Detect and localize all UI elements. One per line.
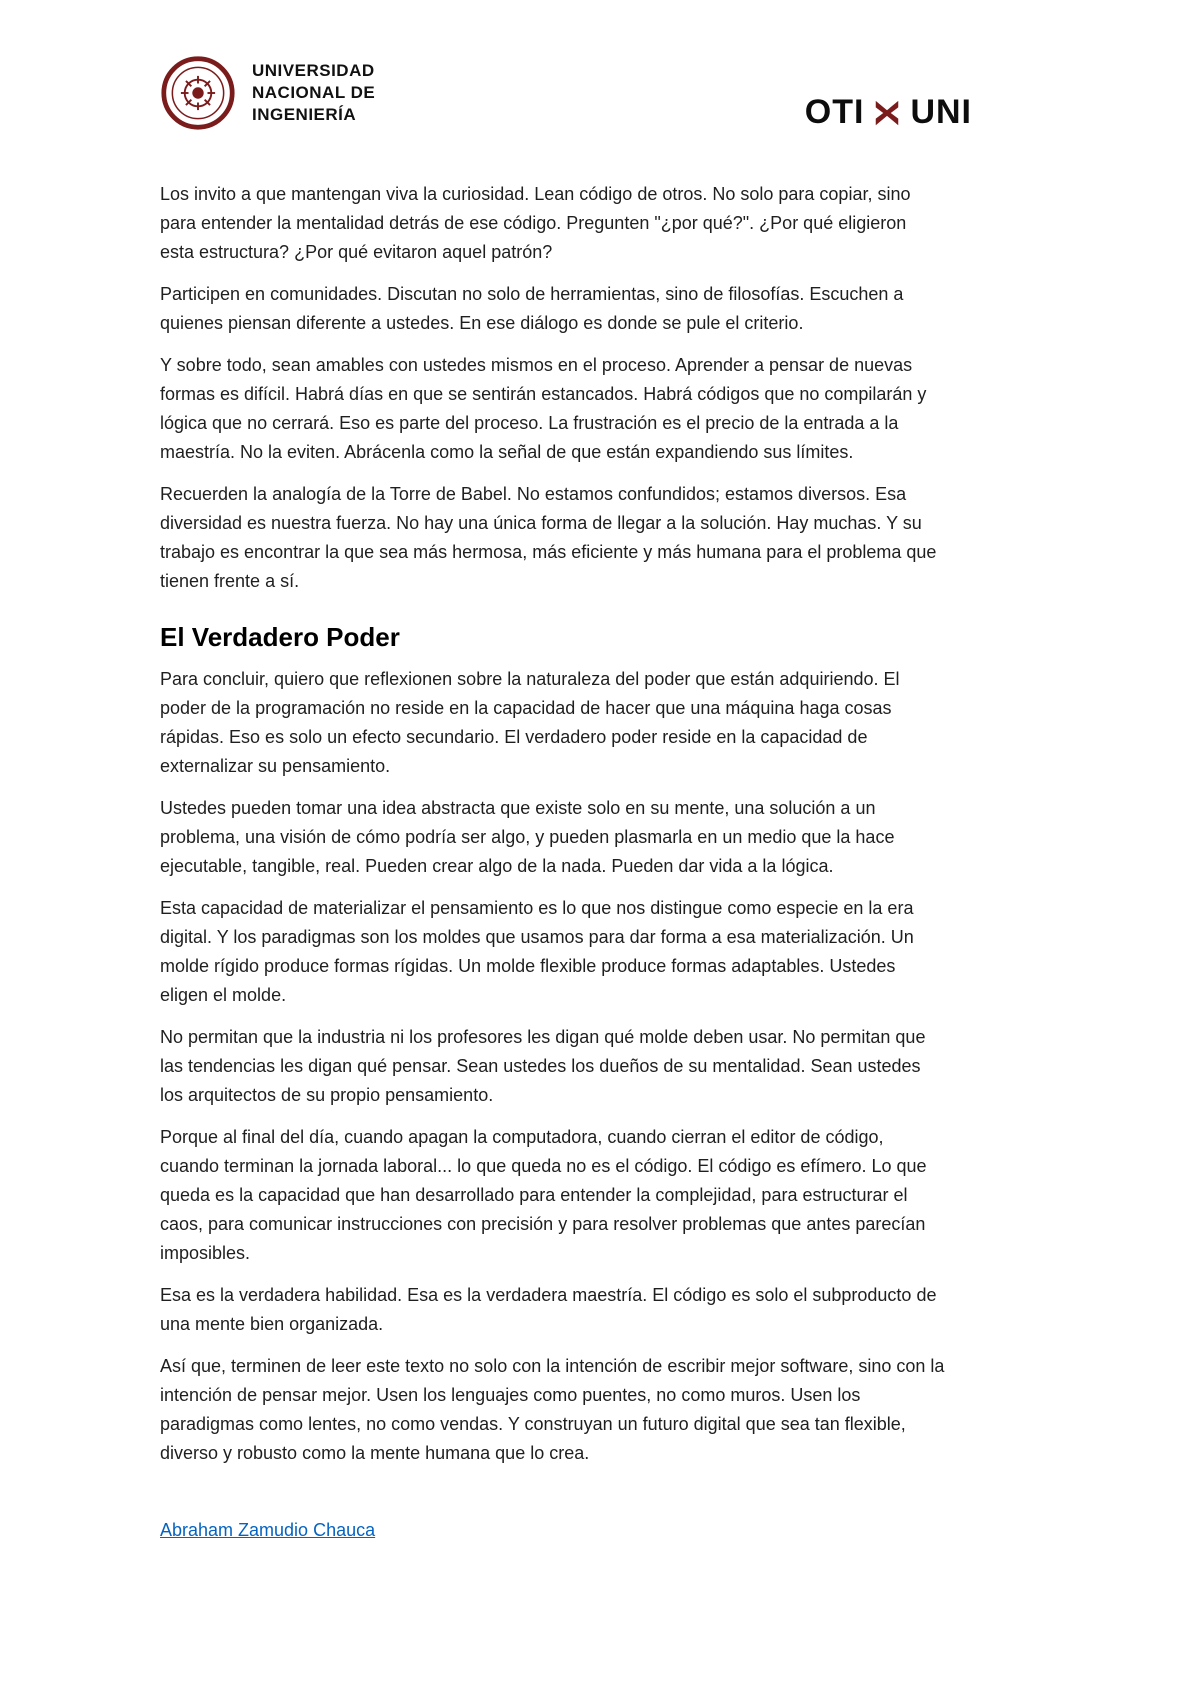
document-body (0, 132, 1192, 1541)
university-name-line1: UNIVERSIDAD (252, 61, 375, 80)
paragraph: No permitan que la industria ni los profesores les digan qué molde deben usar. No permitan que las tendencias les digan qué pensar. Sean ustedes los dueños de su mentalidad. Sean ustedes los arquitectos de su propio pensamiento. (160, 1027, 926, 1105)
author-link[interactable]: Abraham Zamudio Chauca (160, 1520, 376, 1540)
oti-x-mark-icon (870, 98, 904, 128)
university-name-line3: INGENIERÍA (252, 105, 357, 124)
author-link-container (160, 1520, 945, 1541)
paragraph: Ustedes pueden tomar una idea abstracta que existe solo en su mente, una solución a un problema, una visión de cómo podría ser algo, y pueden plasmarla en un medio que la hace ejecutable, tangible, real. Pueden crear algo de la nada. Pueden dar vida a la lógica. (160, 798, 895, 876)
university-name-line2: NACIONAL DE (252, 83, 376, 102)
paragraph: Así que, terminen de leer este texto no solo con la intención de escribir mejor software, sino con la intención de pensar mejor. Usen los lenguajes como puentes, no como muros. Usen los paradigmas como lentes, no como vendas. Y construyan un futuro digital que sea tan flexible, diverso y robusto como la mente humana que lo crea. (160, 1356, 945, 1463)
oti-logo-text-left: OTI (804, 93, 865, 131)
oti-logo-text-right: UNI (910, 93, 972, 131)
page-header (0, 0, 1192, 132)
paragraph: Porque al final del día, cuando apagan la computadora, cuando cierran el editor de código, cuando terminan la jornada laboral... lo que queda no es el código. El código es efímero. Lo que queda es la capacidad que han desarrollado para entender la complejidad, para estructurar el caos, para comunicar instrucciones con precisión y para resolver problemas que antes parecían imposibles. (160, 1127, 927, 1263)
paragraph: Los invito a que mantengan viva la curiosidad. Lean código de otros. No solo para copiar, sino para entender la mentalidad detrás de ese código. Pregunten "¿por qué?". ¿Por qué eligieron esta estructura? ¿Por qué evitaron aquel patrón? (160, 184, 911, 262)
university-name (252, 60, 375, 126)
paragraph: Y sobre todo, sean amables con ustedes mismos en el proceso. Aprender a pensar de nuevas formas es difícil. Habrá días en que se sentirán estancados. Habrá códigos que no compilarán y lógica que no cerrará. Eso es parte del proceso. La frustración es el precio de la entrada a la maestría. No la eviten. Abrácenla como la señal de que están expandiendo sus límites. (160, 355, 927, 462)
paragraph: Esta capacidad de materializar el pensamiento es lo que nos distingue como especie en la era digital. Y los paradigmas son los moldes que usamos para dar forma a esa materialización. Un molde rígido produce formas rígidas. Un molde flexible produce formas adaptables. Ustedes eligen el molde. (160, 898, 914, 1005)
section-heading: El Verdadero Poder (160, 622, 400, 652)
oti-uni-logo (805, 93, 972, 132)
university-brand (160, 55, 375, 131)
paragraph: Recuerden la analogía de la Torre de Babel. No estamos confundidos; estamos diversos. Esa diversidad es nuestra fuerza. No hay una única forma de llegar a la solución. Hay muchas. Y su trabajo es encontrar la que sea más hermosa, más eficiente y más humana para el problema que tienen frente a sí. (160, 484, 937, 591)
paragraph: Para concluir, quiero que reflexionen sobre la naturaleza del poder que están adquiriendo. El poder de la programación no reside en la capacidad de hacer que una máquina haga cosas rápidas. Eso es solo un efecto secundario. El verdadero poder reside en la capacidad de externalizar su pensamiento. (160, 669, 900, 776)
paragraph: Participen en comunidades. Discutan no solo de herramientas, sino de filosofías. Escuchen a quienes piensan diferente a ustedes. En ese diálogo es donde se pule el criterio. (160, 284, 904, 333)
paragraph: Esa es la verdadera habilidad. Esa es la verdadera maestría. El código es solo el subproducto de una mente bien organizada. (160, 1285, 937, 1334)
uni-seal-icon (160, 55, 236, 131)
